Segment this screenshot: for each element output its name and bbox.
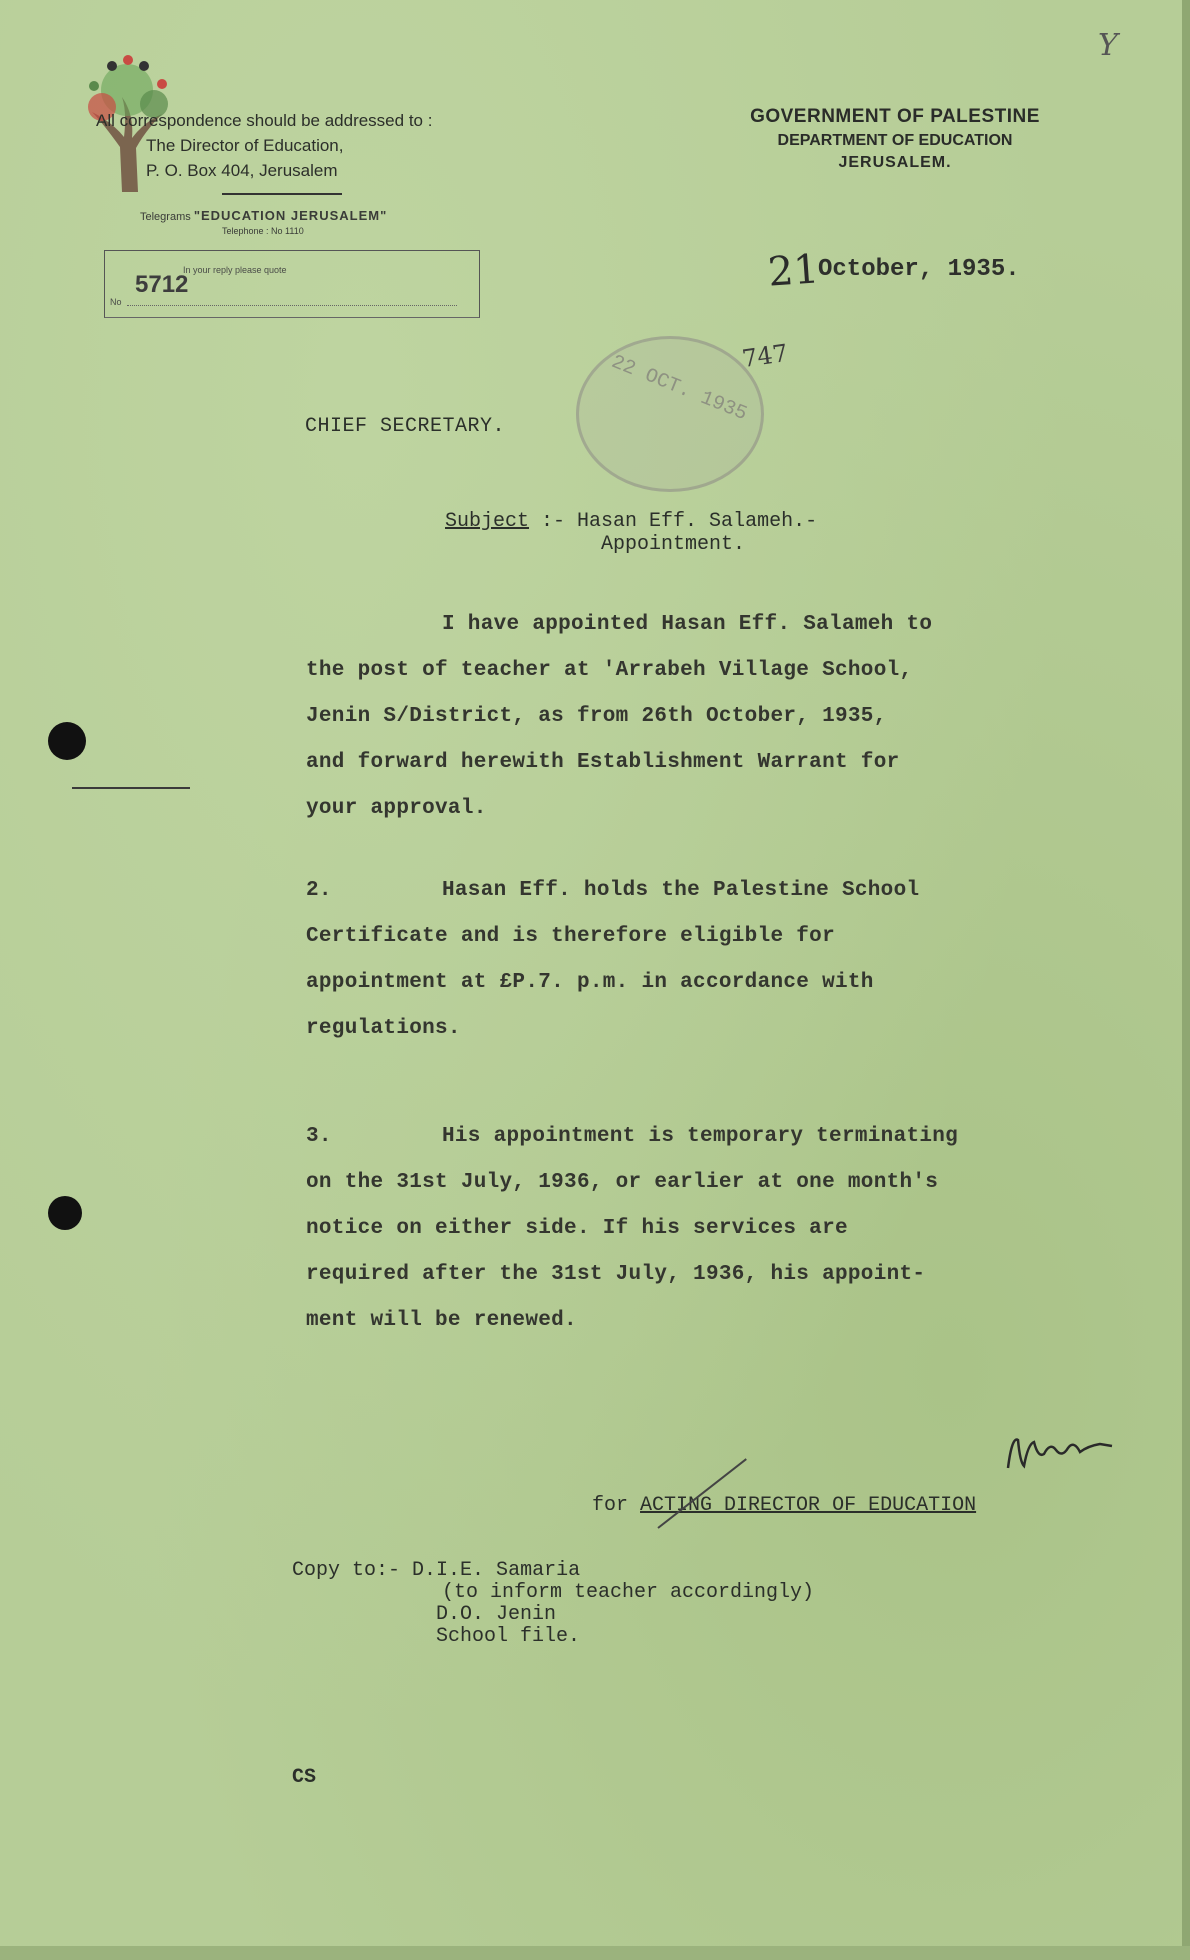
stamp-date: 22 OCT. 1935: [607, 350, 751, 427]
punch-hole: [48, 1196, 82, 1230]
addressee-line-1: The Director of Education,: [146, 136, 344, 155]
signatory-prefix: for: [592, 1494, 629, 1517]
date-month-year: October, 1935.: [818, 256, 1020, 283]
paragraph-number: 2.: [306, 879, 332, 902]
margin-rule: [72, 787, 190, 789]
page-edge-bottom: [0, 1946, 1190, 1960]
paragraph-line: Certificate and is therefore eligible for: [306, 925, 835, 948]
page-mark: Y: [1098, 28, 1118, 63]
reference-number: 5712: [135, 271, 189, 298]
page-edge-right: [1182, 0, 1190, 1960]
dotted-line: [127, 305, 457, 306]
paragraph-line: and forward herewith Establishment Warrant for: [306, 751, 900, 774]
government-title: GOVERNMENT OF PALESTINE: [750, 106, 1040, 127]
handwritten-signature: [1004, 1432, 1114, 1472]
paragraph-line: notice on either side. If his services are: [306, 1217, 848, 1240]
telegrams-label: Telegrams: [140, 211, 191, 223]
copy-to-line-4: School file.: [436, 1625, 581, 1648]
paragraph-line: on the 31st July, 1936, or earlier at one month's: [306, 1171, 939, 1194]
paragraph-3: [306, 1114, 1086, 1344]
copy-to-label: Copy to:-: [292, 1559, 401, 1582]
paragraph-number: 3.: [306, 1125, 332, 1148]
signatory: [592, 1494, 976, 1517]
paragraph-line: required after the 31st July, 1936, his appoint-: [306, 1263, 926, 1286]
paragraph-1: [306, 602, 1086, 832]
punch-hole: [48, 722, 86, 760]
paragraph-line: Jenin S/District, as from 26th October, 1935,: [306, 705, 887, 728]
paragraph-line: ment will be renewed.: [306, 1309, 577, 1332]
reply-hint: In your reply please quote: [183, 265, 287, 275]
handwritten-reference: 747: [740, 338, 790, 374]
addressee-line-2: P. O. Box 404, Jerusalem: [146, 161, 338, 180]
signatory-title: ACTING DIRECTOR OF EDUCATION: [640, 1494, 977, 1517]
paragraph-line: I have appointed Hasan Eff. Salameh to: [442, 613, 933, 636]
reference-box: [104, 250, 480, 318]
telegrams-value: "EDUCATION JERUSALEM": [193, 208, 388, 223]
government-header: [640, 106, 1150, 172]
paragraph-line: appointment at £P.7. p.m. in accordance with: [306, 971, 874, 994]
addressee: CHIEF SECRETARY.: [305, 415, 506, 438]
paragraph-2: [306, 868, 1086, 1052]
copy-to-line-2: (to inform teacher accordingly): [442, 1581, 815, 1604]
correspondence-block: [96, 108, 432, 183]
paragraph-line: His appointment is temporary terminating: [442, 1125, 959, 1148]
reply-no-label: No: [110, 297, 122, 307]
city: JERUSALEM.: [838, 154, 952, 171]
telegrams-line: [140, 208, 387, 223]
department-title: DEPARTMENT OF EDUCATION: [777, 132, 1013, 149]
subject-block: [445, 510, 817, 556]
typist-initials: CS: [292, 1766, 317, 1789]
copy-to-line-1: D.I.E. Samaria: [412, 1559, 581, 1582]
paragraph-line: the post of teacher at 'Arrabeh Village School,: [306, 659, 913, 682]
paragraph-line: your approval.: [306, 797, 487, 820]
date-day-handwritten: 21: [766, 246, 821, 296]
paragraph-line: regulations.: [306, 1017, 461, 1040]
subject-line-1: :- Hasan Eff. Salameh.-: [541, 510, 818, 533]
received-stamp: [576, 336, 764, 492]
correspondence-line: All correspondence should be addressed to :: [96, 111, 433, 130]
telephone-line: Telephone : No 1110: [222, 226, 304, 236]
paragraph-line: Hasan Eff. holds the Palestine School: [442, 879, 920, 902]
subject-label: Subject: [445, 510, 530, 533]
copy-to-block: [292, 1560, 814, 1648]
subject-line-2: Appointment.: [601, 533, 746, 556]
copy-to-line-3: D.O. Jenin: [436, 1603, 557, 1626]
divider: [222, 193, 342, 195]
